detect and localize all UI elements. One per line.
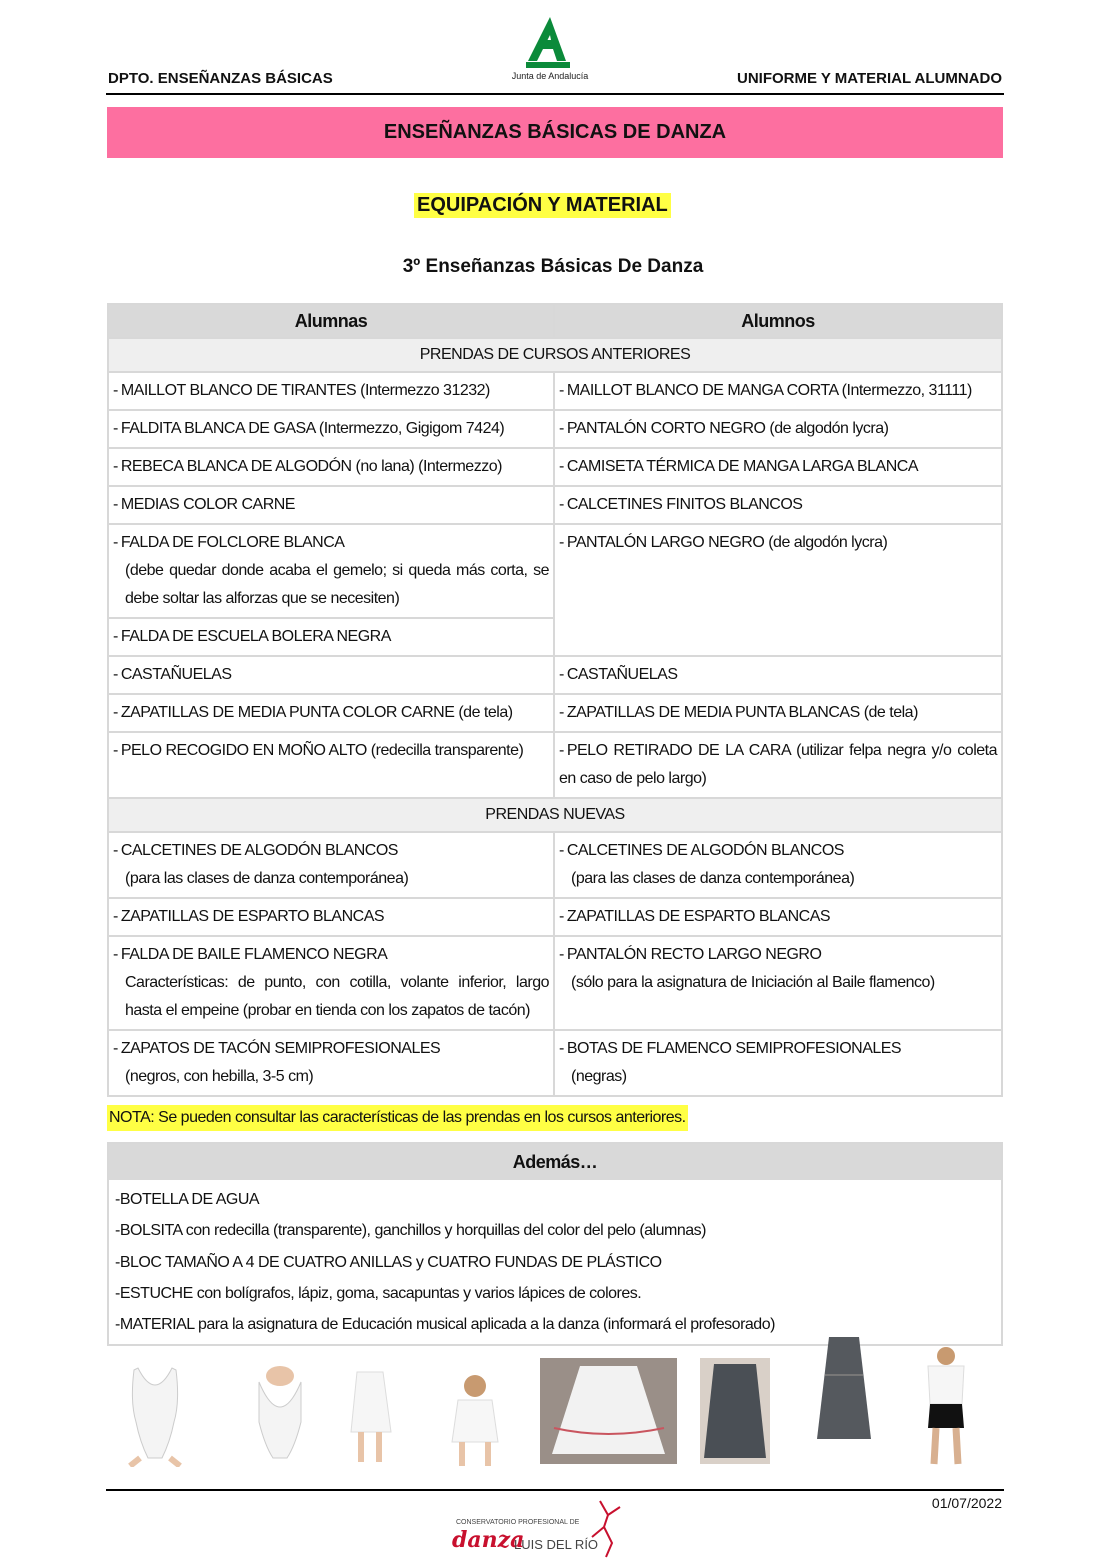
list-item: -BOTELLA DE AGUA xyxy=(115,1191,260,1208)
list-item: -BLOC TAMAÑO A 4 DE CUATRO ANILLAS y CUATRO FUNDAS DE PLÁSTICO xyxy=(115,1253,662,1271)
table-row xyxy=(108,832,1002,898)
section-row xyxy=(108,338,1002,372)
header-rule xyxy=(106,93,1004,95)
table-row xyxy=(108,936,1002,1030)
item-left: - FALDA DE FOLCLORE BLANCA xyxy=(113,534,345,551)
item-right-note: (para las clases de danza contemporánea) xyxy=(571,870,855,887)
junta-andalucia-a-icon xyxy=(500,15,600,71)
item-right: - ZAPATILLAS DE ESPARTO BLANCAS xyxy=(559,908,831,925)
logo-line1: CONSERVATORIO PROFESIONAL DE xyxy=(456,1519,580,1526)
item-right: - PANTALÓN LARGO NEGRO (de algodón lycra) xyxy=(559,534,888,551)
item-right: - CALCETINES DE ALGODÓN BLANCOS xyxy=(559,842,844,859)
item-right: - BOTAS DE FLAMENCO SEMIPROFESIONALES xyxy=(559,1040,902,1057)
logo-caption: Junta de Andalucía xyxy=(511,71,589,81)
item-left-note: (para las clases de danza contemporánea) xyxy=(125,870,409,887)
item-right: - PELO RETIRADO DE LA CARA (utilizar felpa negra y/o coleta en caso de pelo largo) xyxy=(559,742,997,787)
table-row xyxy=(108,524,1002,618)
uniform-table xyxy=(107,303,1003,1097)
boy-leotard-black-shorts-image xyxy=(900,1344,992,1466)
item-left: - FALDA DE ESCUELA BOLERA NEGRA xyxy=(113,628,391,645)
black-flamenco-skirt-image xyxy=(815,1335,873,1441)
white-leotard-front-image xyxy=(110,1362,200,1467)
list-item: -BOLSITA con redecilla (transparente), ganchillos y horquillas del color del pelo (alumnas) xyxy=(115,1222,706,1240)
header-title: UNIFORME Y MATERIAL ALUMNADO xyxy=(737,70,1002,87)
item-left: - REBECA BLANCA DE ALGODÓN (no lana) (Intermezzo) xyxy=(113,458,502,475)
white-folk-skirt-image xyxy=(540,1358,677,1464)
table-row xyxy=(108,656,1002,694)
section-prev: PRENDAS DE CURSOS ANTERIORES xyxy=(108,338,1002,372)
header-department: DPTO. ENSEÑANZAS BÁSICAS xyxy=(108,70,333,87)
ademas-box xyxy=(107,1142,1003,1346)
list-item: -ESTUCHE con bolígrafos, lápiz, goma, sacapuntas y varios lápices de colores. xyxy=(115,1284,642,1302)
white-chiffon-skirt-image xyxy=(345,1362,395,1467)
item-left: - ZAPATILLAS DE MEDIA PUNTA COLOR CARNE (de tela) xyxy=(113,704,513,721)
section-new: PRENDAS NUEVAS xyxy=(108,798,1002,832)
item-right: - CALCETINES FINITOS BLANCOS xyxy=(559,496,803,513)
footer-date: 01/07/2022 xyxy=(931,1495,1002,1511)
table-row xyxy=(108,448,1002,486)
item-left: - FALDA DE BAILE FLAMENCO NEGRA xyxy=(113,946,388,963)
item-left: - ZAPATOS DE TACÓN SEMIPROFESIONALES xyxy=(113,1040,441,1057)
item-left: - MAILLOT BLANCO DE TIRANTES (Intermezzo 31232) xyxy=(113,382,490,399)
item-right: - PANTALÓN CORTO NEGRO (de algodón lycra) xyxy=(559,420,889,437)
ademas-title: Además… xyxy=(109,1144,1001,1180)
list-item: -MATERIAL para la asignatura de Educación musical aplicada a la danza (informará el profesorado) xyxy=(115,1316,775,1334)
item-right: - MAILLOT BLANCO DE MANGA CORTA (Intermezzo, 31111) xyxy=(559,382,972,399)
item-right-note: (sólo para la asignatura de Iniciación al Baile flamenco) xyxy=(571,974,935,991)
section-row xyxy=(108,798,1002,832)
item-left: - CALCETINES DE ALGODÓN BLANCOS xyxy=(113,842,398,859)
table-row xyxy=(108,898,1002,936)
item-left-note: (negros, con hebilla, 3-5 cm) xyxy=(125,1068,314,1085)
logo-word-danza: danza xyxy=(452,1527,525,1553)
item-right: - CAMISETA TÉRMICA DE MANGA LARGA BLANCA xyxy=(559,458,918,475)
band-title: ENSEÑANZAS BÁSICAS DE DANZA xyxy=(383,121,727,143)
section-band xyxy=(107,107,1003,158)
logo-word-luis: LUIS DEL RÍO xyxy=(514,1537,599,1552)
ademas-list xyxy=(109,1180,1001,1344)
nota-highlight: NOTA: Se pueden consultar las características de las prendas en los cursos anteriores. xyxy=(107,1105,688,1131)
equipment-title: EQUIPACIÓN Y MATERIAL xyxy=(414,193,671,218)
col-alumnos: Alumnos xyxy=(554,304,1002,338)
item-left: - MEDIAS COLOR CARNE xyxy=(113,496,295,513)
black-bolera-skirt-image xyxy=(700,1358,770,1464)
table-row xyxy=(108,486,1002,524)
col-alumnas: Alumnas xyxy=(108,304,554,338)
white-leotard-back-image xyxy=(235,1362,325,1467)
item-left-note: (debe quedar donde acaba el gemelo; si queda más corta, se debe soltar las alforzas que se necesiten) xyxy=(125,562,549,607)
conservatorio-logo xyxy=(440,1497,650,1561)
table-row xyxy=(108,1030,1002,1096)
table-header-row xyxy=(108,304,1002,338)
footer-rule xyxy=(106,1489,1004,1491)
item-right-note: (negras) xyxy=(571,1068,627,1085)
course-title: 3º Enseñanzas Básicas De Danza xyxy=(402,256,704,277)
item-left: - CASTAÑUELAS xyxy=(113,666,232,683)
girl-white-cardigan-image xyxy=(440,1372,510,1467)
table-row xyxy=(108,372,1002,410)
item-left: - PELO RECOGIDO EN MOÑO ALTO (redecilla transparente) xyxy=(113,742,524,759)
item-right: - ZAPATILLAS DE MEDIA PUNTA BLANCAS (de tela) xyxy=(559,704,918,721)
table-row xyxy=(108,732,1002,798)
item-left: - FALDITA BLANCA DE GASA (Intermezzo, Gigigom 7424) xyxy=(113,420,505,437)
table-row xyxy=(108,410,1002,448)
item-right: - CASTAÑUELAS xyxy=(559,666,678,683)
item-left-note: Características: de punto, con cotilla, volante inferior, largo hasta el empeine (probar en tienda con los zapatos de tacón) xyxy=(125,974,549,1019)
item-left: - ZAPATILLAS DE ESPARTO BLANCAS xyxy=(113,908,385,925)
table-row xyxy=(108,694,1002,732)
item-right: - PANTALÓN RECTO LARGO NEGRO xyxy=(559,946,822,963)
junta-andalucia-logo xyxy=(500,15,600,85)
